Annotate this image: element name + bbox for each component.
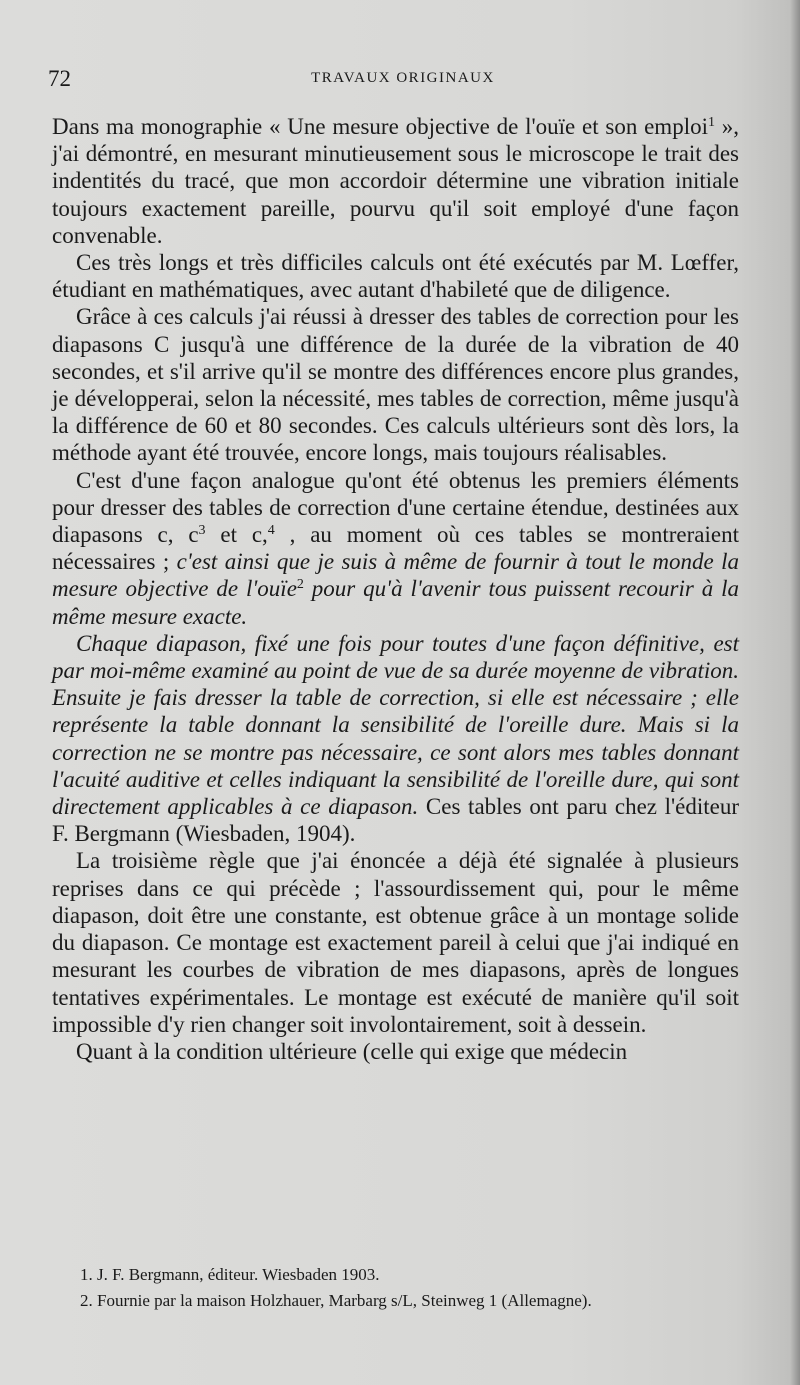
paragraph-6: La troisième règle que j'ai énoncée a déjà été signalée à plusieurs reprises dans ce qui précède ; l'assourdissement qui, pour le même diapason, doit être une constante, est obtenue grâce à un montage solide du diapason. Ce montage est exactement pareil à celui que j'ai indiqué en mesurant les courbes de vibration de mes diapasons, après de longues tentatives expérimentales. Le montage est exécuté de manière qu'il soit impossible d'y rien changer soit involontairement, soit à dessein. (52, 848, 739, 1037)
footnote-2: 2. Fournie par la maison Holzhauer, Marbarg s/L, Steinweg 1 (Allemagne). (80, 1291, 592, 1310)
note-ref-2: 2 (296, 577, 304, 593)
note-ref-1: 1 (707, 115, 715, 130)
footnotes (80, 1262, 760, 1314)
paragraph-4-italic-end: pour qu'à l'avenir tous puissent recourir à la même mesure exacte. (52, 576, 739, 629)
paragraph-5-roman: Ces tables ont paru chez l'éditeur F. Bergmann (Wiesbaden, 1904). (52, 794, 740, 847)
paragraph-5 (52, 630, 739, 848)
paragraph-4-text-a: C'est d'une façon analogue qu'ont été obtenus les premiers éléments pour dresser des tables de correction d'une certaine étendue, destinées aux diapasons c, c (52, 467, 739, 548)
page-number: 72 (48, 66, 71, 91)
running-head: TRAVAUX ORIGINAUX (311, 70, 495, 86)
superscript-3: 3 (198, 523, 206, 539)
paragraph-4 (52, 467, 739, 630)
paragraph-2: Ces très longs et très difficiles calculs ont été exécutés par M. Lœffer, étudiant en mathématiques, avec autant d'habileté que de diligence. (52, 250, 739, 303)
page-header (48, 66, 758, 96)
paragraph-4-text-c: , au moment où ces tables se montreraient nécessaires ; (52, 522, 739, 575)
superscript-4: 4 (267, 523, 275, 539)
paragraph-7: Quant à la condition ultérieure (celle qui exige que médecin (76, 1038, 628, 1064)
paragraph-5-italic: Chaque diapason, fixé une fois pour toutes d'une façon définitive, est par moi-même examiné au point de vue de sa durée moyenne de vibration. Ensuite je fais dresser la table de correction, si elle est nécessaire ; elle représente la table donnant la sensibilité de l'oreille dure. Mais si la correction ne se montre pas nécessaire, ce sont alors mes tables donnant l'acuité auditive et celles indiquant la sensibilité de l'oreille dure, qui sont directement applicables à ce diapason. (52, 630, 739, 820)
paragraph-4-text-b: et c, (205, 522, 268, 548)
page-edge-shadow (790, 0, 800, 1385)
paragraph-4-italic: c'est ainsi que je suis à même de fournir à tout le monde la mesure objective de l'ouïe (52, 549, 739, 602)
paragraph-1 (52, 113, 739, 249)
footnote-1: 1. J. F. Bergmann, éditeur. Wiesbaden 1903. (80, 1265, 380, 1284)
paragraph-3: Grâce à ces calculs j'ai réussi à dresser des tables de correction pour les diapasons C jusqu'à une différence de la durée de la vibration de 40 secondes, et s'il arrive qu'il se montre des différences encore plus grandes, je développerai, selon la nécessité, mes tables de correction, même jusqu'à la différence de 60 et 80 secondes. Ces calculs ultérieurs sont dès lors, la méthode ayant été trouvée, encore longs, mais toujours réalisables. (52, 304, 739, 466)
main-text (52, 113, 739, 1065)
paragraph-1-text: Dans ma monographie « Une mesure objective de l'ouïe et son emploi (52, 114, 708, 139)
paragraph-1-rest: », j'ai démontré, en mesurant minutieusement sous le microscope le trait des indentités du tracé, que mon accordoir détermine une vibration initiale toujours exactement pareille, pourvu qu'il soit employé d'une façon convenable. (52, 114, 740, 248)
